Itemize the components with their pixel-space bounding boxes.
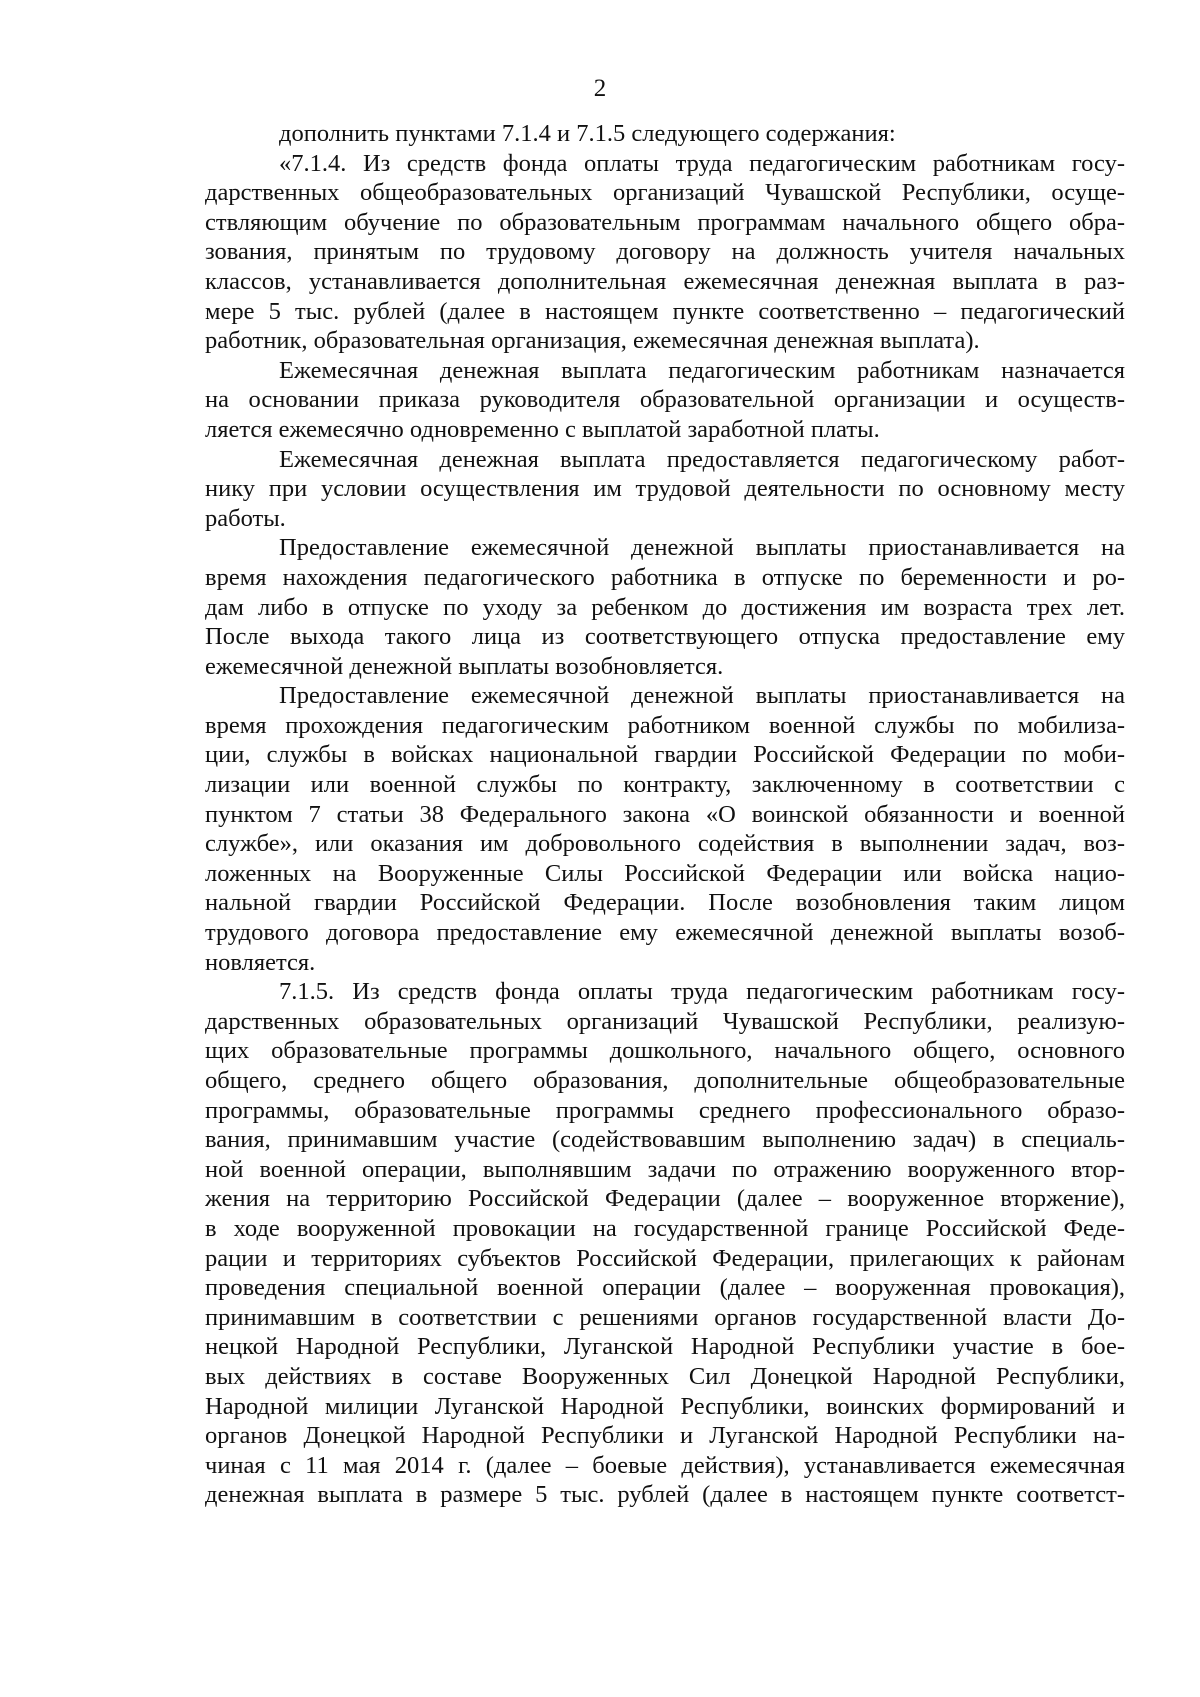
text-line: новляется. <box>205 948 316 976</box>
text-line: на основании приказа руководителя образовательной организации и осуществ- <box>205 386 1125 414</box>
text-line: Народной милиции Луганской Народной Республики, воинских формирований и <box>205 1392 1125 1420</box>
text-line: общего, среднего общего образования, дополнительные общеобразовательные <box>205 1067 1125 1094</box>
text-line: ложенных на Вооруженные Силы Российской Федерации или войска нацио- <box>205 859 1125 887</box>
text-line: программы, образовательные программы среднего профессионального образо- <box>205 1096 1125 1124</box>
text-line: дополнить пунктами 7.1.4 и 7.1.5 следующего содержания: <box>279 120 896 147</box>
text-line: трудового договора предоставление ему ежемесячной денежной выплаты возоб- <box>205 919 1125 947</box>
text-line: щих образовательные программы дошкольного, начального общего, основного <box>205 1037 1125 1065</box>
text-line: вых действиях в составе Вооруженных Сил Донецкой Народной Республики, <box>205 1362 1125 1390</box>
text-line: проведения специальной военной операции (далее – вооруженная провокация), <box>205 1274 1125 1302</box>
text-line: «7.1.4. Из средств фонда оплаты труда педагогическим работникам госу- <box>279 149 1125 177</box>
text-line: ежемесячной денежной выплаты возобновляется. <box>205 652 724 680</box>
text-line: дам либо в отпуске по уходу за ребенком до достижения им возраста трех лет. <box>205 593 1125 621</box>
text-line: денежная выплата в размере 5 тыс. рублей (далее в настоящем пункте соответст- <box>205 1481 1125 1509</box>
text-line: классов, устанавливается дополнительная ежемесячная денежная выплата в раз- <box>205 267 1125 295</box>
text-line: ствляющим обучение по образовательным программам начального общего обра- <box>205 208 1125 236</box>
text-line: ной военной операции, выполнявшим задачи по отражению вооруженного втор- <box>205 1155 1125 1183</box>
text-line: в ходе вооруженной провокации на государственной границе Российской Феде- <box>205 1214 1125 1242</box>
text-line: дарственных общеобразовательных организаций Чувашской Республики, осуще- <box>205 179 1125 207</box>
text-line: принимавшим в соответствии с решениями органов государственной власти До- <box>205 1303 1125 1331</box>
text-line: работник, образовательная организация, ежемесячная денежная выплата). <box>205 327 980 355</box>
text-line: нецкой Народной Республики, Луганской Народной Республики участие в бое- <box>205 1333 1125 1361</box>
text-line: Предоставление ежемесячной денежной выплаты приостанавливается на <box>279 534 1125 562</box>
text-line: лизации или военной службы по контракту, заключенному в соответствии с <box>205 771 1125 799</box>
document-body <box>205 119 1125 1510</box>
text-line: Предоставление ежемесячной денежной выплаты приостанавливается на <box>279 682 1125 710</box>
text-line: ции, службы в войсках национальной гвардии Российской Федерации по моби- <box>205 741 1125 769</box>
page-number: 2 <box>593 75 607 102</box>
text-line: время нахождения педагогического работника в отпуске по беременности и ро- <box>205 563 1125 591</box>
text-line: Ежемесячная денежная выплата предоставляется педагогическому работ- <box>279 445 1125 473</box>
text-line: рации и территориях субъектов Российской Федерации, прилегающих к районам <box>205 1244 1125 1272</box>
text-line: нику при условии осуществления им трудовой деятельности по основному месту <box>205 475 1125 503</box>
text-line: органов Донецкой Народной Республики и Луганской Народной Республики на- <box>205 1422 1125 1450</box>
text-line: ляется ежемесячно одновременно с выплатой заработной платы. <box>205 415 880 443</box>
text-line: жения на территорию Российской Федерации (далее – вооруженное вторжение), <box>205 1185 1125 1213</box>
text-line: 7.1.5. Из средств фонда оплаты труда педагогическим работникам госу- <box>279 978 1125 1006</box>
text-line: После выхода такого лица из соответствующего отпуска предоставление ему <box>205 623 1125 651</box>
text-line: зования, принятым по трудовому договору на должность учителя начальных <box>205 238 1125 266</box>
text-line: мере 5 тыс. рублей (далее в настоящем пункте соответственно – педагогический <box>205 297 1125 325</box>
text-line: время прохождения педагогическим работником военной службы по мобилиза- <box>205 711 1125 739</box>
text-line: чиная с 11 мая 2014 г. (далее – боевые действия), устанавливается ежемесячная <box>205 1451 1125 1479</box>
text-line: вания, принимавшим участие (содействовавшим выполнению задач) в специаль- <box>205 1126 1125 1154</box>
text-line: работы. <box>205 504 286 532</box>
text-line: нальной гвардии Российской Федерации. После возобновления таким лицом <box>205 889 1125 917</box>
text-line: пунктом 7 статьи 38 Федерального закона «О воинской обязанности и военной <box>205 800 1125 828</box>
text-line: дарственных образовательных организаций Чувашской Республики, реализую- <box>205 1007 1125 1035</box>
text-line: Ежемесячная денежная выплата педагогическим работникам назначается <box>279 356 1125 384</box>
text-line: службе», или оказания им добровольного содействия в выполнении задач, воз- <box>205 830 1125 858</box>
